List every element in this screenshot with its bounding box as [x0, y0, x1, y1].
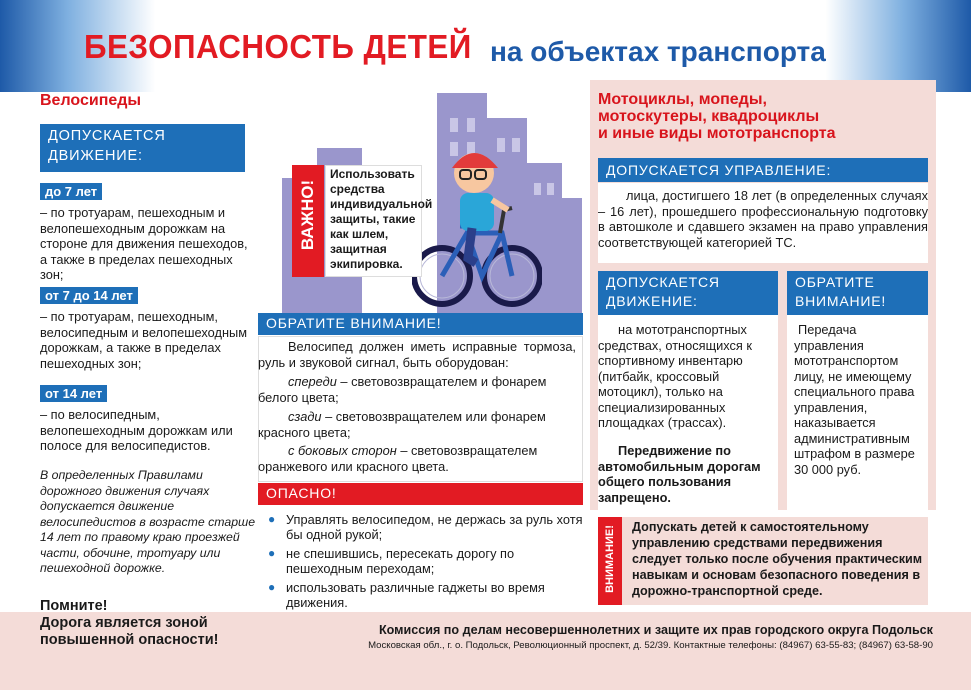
moto-control-text: лица, достигшего 18 лет (в определенных случаях – 16 лет), прошедшего профессиональную подготовку в автошколе и сдавшего экзамен на право управления соответствующей категорией ТС.	[598, 188, 928, 250]
cyclist-icon	[412, 138, 542, 313]
front-text: – световозвращателем и фонарем белого цвета;	[258, 374, 547, 405]
danger-item: Управлять велосипедом, не держась за руль хотя бы одной рукой;	[286, 512, 583, 542]
tag-line: ДОПУСКАЕТСЯ	[48, 128, 166, 144]
age-group	[40, 183, 258, 283]
footer-org: Комиссия по делам несовершеннолетних и защите их прав городского округа Подольск	[378, 623, 933, 637]
age-tag: от 14 лет	[40, 385, 107, 402]
rear-label: сзади	[288, 409, 322, 424]
bicycles-heading: Велосипеды	[40, 92, 142, 109]
side-text: – световозвращателем оранжевого или красного цвета.	[258, 443, 538, 474]
danger-item: использовать различные гаджеты во время движения.	[286, 580, 545, 610]
tag-line: ДОПУСКАЕТСЯ	[606, 274, 720, 290]
moto-heading-line: Мотоциклы, мопеды,	[598, 91, 767, 108]
moto-heading	[598, 91, 836, 142]
moto-movement-text: на мототранспортных средствах, относящихся к спортивному инвентарю (питбайк, кроссовый мотоцикл), только на специализированных площадках (трассах).	[598, 322, 752, 430]
warning-text: Допускать детей к самостоятельному управлению средствами передвижения следует только после обучения практическим навыкам и основам безопасного поведения в дорожно-транспортной среде.	[632, 520, 923, 598]
footer-contacts: Московская обл., г. о. Подольск, Революционный проспект, д. 52/39. Контактные телефоны: (84967) 63-55-83; (84967) 63-58-90	[368, 640, 933, 651]
age-group	[40, 385, 258, 454]
attention-rear	[258, 409, 576, 440]
list-item	[268, 580, 583, 610]
list-item	[268, 512, 583, 542]
rear-text: – световозвращателем или фонарем красного цвета;	[258, 409, 546, 440]
title-sub: на объектах транспорта	[490, 36, 826, 67]
moto-heading-line: мотоскутеры, квадроциклы	[598, 108, 820, 125]
tag-line: ОБРАТИТЕ	[795, 274, 875, 290]
front-label: спереди	[288, 374, 337, 389]
tag-line: ВНИМАНИЕ!	[795, 293, 887, 309]
danger-tag: ОПАСНО!	[258, 483, 583, 505]
attention-side	[258, 443, 576, 474]
moto-heading-line: и иные виды мототранспорта	[598, 125, 836, 142]
bicycles-allowed-tag	[40, 124, 245, 172]
danger-item: не спешившись, пересекать дорогу по пешеходным переходам;	[286, 546, 515, 576]
tag-line: ДВИЖЕНИЕ:	[606, 293, 698, 309]
danger-list	[268, 512, 583, 614]
warning-label-box	[598, 517, 622, 605]
moto-movement-bold: Передвижение по автомобильным дорогам общего пользования запрещено.	[598, 443, 761, 505]
important-label-box	[292, 165, 324, 277]
age-group-text: – по тротуарам, пешеходным и велопешеходным дорожкам на стороне для движения пешеходов, а также в пределах пешеходных зон;	[40, 205, 248, 282]
age-group-text: – по тротуарам, пешеходным, велосипедным и велопешеходным дорожкам, а также в пределах пешеходных зон;	[40, 309, 248, 371]
age-group-text: – по велосипедным, велопешеходным дорожкам или полосе для велосипедистов.	[40, 407, 233, 453]
title-main: БЕЗОПАСНОСТЬ ДЕТЕЙ	[84, 28, 472, 65]
moto-attention-tag	[787, 271, 928, 315]
moto-attention-text: Передача управления мототранспортом лицу, не имеющему специального права управления, наказывается административным штрафом в размере 30 000 руб.	[794, 322, 915, 477]
attention-intro: Велосипед должен иметь исправные тормоза, руль и звуковой сигнал, быть оборудован:	[258, 339, 576, 370]
moto-control-tag: ДОПУСКАЕТСЯ УПРАВЛЕНИЕ:	[598, 158, 928, 182]
bicycles-note: В определенных Правилами дорожного движения случаях допускается движение велосипедистов в возрасте старше 14 лет по правому краю проезжей части, обочине, тротуару или пешеходной дорожке.	[40, 468, 256, 575]
list-item	[268, 546, 583, 576]
remember-block	[40, 598, 218, 649]
age-tag: до 7 лет	[40, 183, 102, 200]
bullet-icon: ●	[268, 580, 276, 594]
tag-line: ДВИЖЕНИЕ:	[48, 148, 143, 164]
warning-label: ВНИМАНИЕ!	[604, 525, 616, 593]
attention-front	[258, 374, 576, 405]
remember-line: Помните!	[40, 598, 108, 614]
age-tag: от 7 до 14 лет	[40, 287, 138, 304]
remember-line: Дорога является зоной	[40, 615, 208, 631]
important-text: Использовать средства индивидуальной защиты, такие как шлем, защитная экипировка.	[325, 165, 422, 277]
bullet-icon: ●	[268, 546, 276, 560]
remember-line: повышенной опасности!	[40, 632, 219, 648]
moto-movement-tag	[598, 271, 778, 315]
attention-center-tag: ОБРАТИТЕ ВНИМАНИЕ!	[258, 313, 583, 335]
side-label: с боковых сторон	[288, 443, 397, 458]
important-label: ВАЖНО!	[298, 179, 317, 251]
bullet-icon: ●	[268, 512, 276, 526]
age-group	[40, 287, 258, 371]
